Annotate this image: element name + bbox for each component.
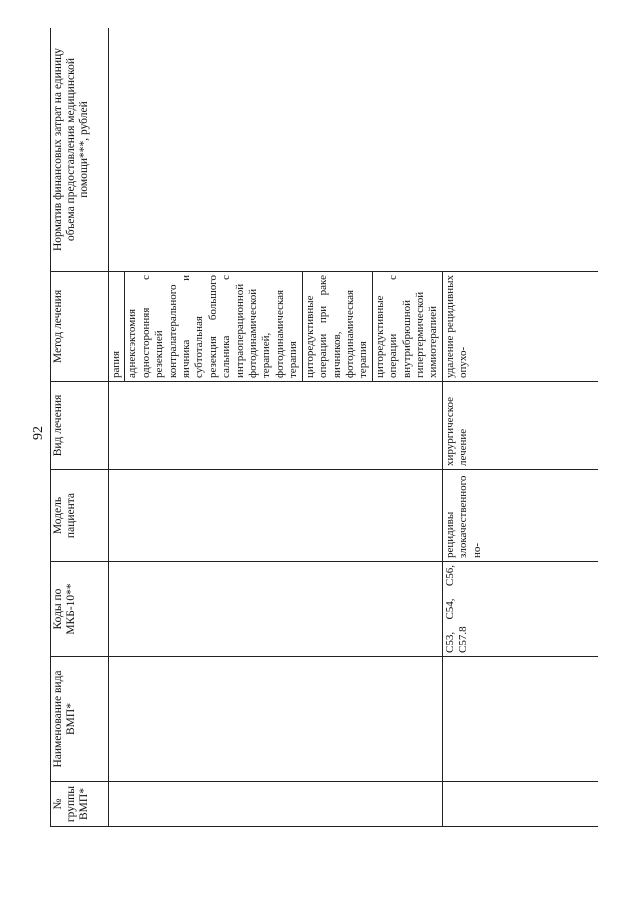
header-treatment-type: Вид лечения (51, 382, 109, 470)
rotated-page-frame (50, 28, 598, 827)
header-group-no: № группы ВМП* (51, 782, 109, 827)
cell-method: циторедуктивные операции при раке яичников, фотодинамическая терапия (302, 272, 372, 382)
cell-treatment-type: хирургическое лечение (442, 382, 598, 470)
cell-patient-model: рецидивы злокачественного но- (442, 470, 598, 562)
vmp-table (50, 28, 598, 827)
cell-treatment-type (109, 382, 443, 470)
cell-icd-codes (109, 562, 443, 657)
header-treatment-method: Метод лечения (51, 272, 109, 382)
page-number: 92 (31, 426, 46, 440)
header-vmp-name: Наименование вида ВМП* (51, 657, 109, 782)
cell-vmp-name (109, 657, 443, 782)
cell-method: рапия (109, 272, 125, 382)
header-cost-norm: Норматив финансовых затрат на единицу объема предоставления медицинской помощи***, рублей (51, 28, 109, 272)
cell-group-no (442, 782, 598, 827)
cell-method: аднексэктомия односторонняя с резекцией контралатерального яичника и субтотальная резекция большого сальника с интраоперационной фотодинамической терапией, фотодинамическая терапия (125, 272, 302, 382)
header-icd-codes: Коды по МКБ-10** (51, 562, 109, 657)
cell-method: циторедуктивные операции с внутрибрюшной гипертермической химиотерапией (372, 272, 442, 382)
cell-icd-codes: C53, C54, C56, C57.8 (442, 562, 598, 657)
cell-method: удаление рецидивных опухо- (442, 272, 598, 382)
cell-vmp-name (442, 657, 598, 782)
cell-patient-model (109, 470, 443, 562)
table-header-row (51, 28, 109, 827)
cell-cost-norm (109, 28, 599, 272)
cell-group-no (109, 782, 443, 827)
rotated-table-container (50, 28, 598, 827)
table-row (109, 28, 125, 827)
header-patient-model: Модель пациента (51, 470, 109, 562)
